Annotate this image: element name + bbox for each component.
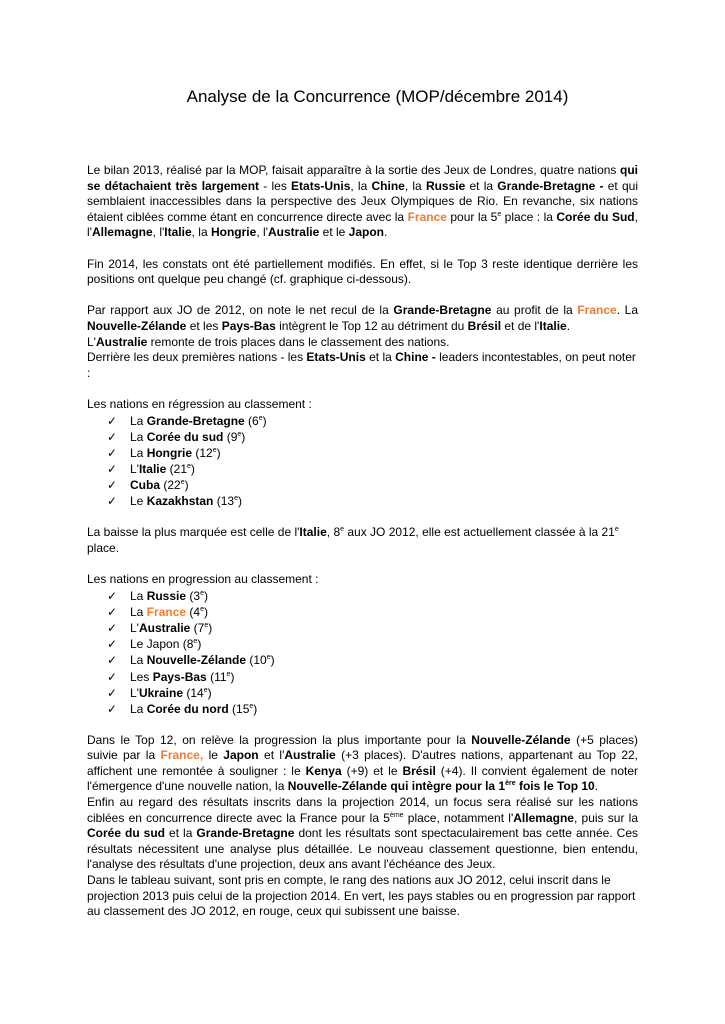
text: L' xyxy=(130,462,139,477)
text: , la xyxy=(191,225,211,240)
superscript: e xyxy=(200,589,204,597)
text: et de l' xyxy=(501,318,540,333)
list-item xyxy=(87,685,638,701)
superscript: e xyxy=(266,654,271,662)
nation-name: Italie xyxy=(539,318,567,333)
text: L' xyxy=(130,620,139,635)
text: . xyxy=(566,318,571,333)
list-item xyxy=(87,604,638,620)
text: Dans le Top 12, on relève la progression la plus importante pour la xyxy=(87,732,472,747)
nation-name: Australie xyxy=(267,225,320,240)
list-item xyxy=(87,636,638,652)
superscript: e xyxy=(249,702,254,710)
check-mark-icon: ✓ xyxy=(107,445,118,460)
text: place. xyxy=(87,540,120,555)
paragraph-tableau-suivant: Dans le tableau suivant, sont pris en compte, le rang des nations aux JO 2012, celui inscrit dans le projection 2013 puis celui de la projection 2014. En vert, les pays stables ou en progression par rapport au classement des JO 2012, en rouge, ceux qui subissent une baisse. xyxy=(87,873,636,919)
text: La xyxy=(130,429,147,444)
text: (+4). Il convient également de noter l'émergence d'une nouvelle nation, la xyxy=(87,763,638,794)
bold-text: fois le Top 10 xyxy=(515,779,595,794)
check-mark-icon: ✓ xyxy=(107,653,118,668)
check-mark-icon: ✓ xyxy=(107,494,118,509)
list-item xyxy=(87,477,638,493)
nation-name: Japon xyxy=(223,748,259,763)
text: , la xyxy=(404,178,426,193)
nation-name: Pays-Bas xyxy=(221,318,276,333)
text: (+9) et le xyxy=(341,763,403,778)
nation-name: Grande-Bretagne xyxy=(196,826,295,841)
text: ) xyxy=(237,494,242,509)
nation-name: Italie xyxy=(164,225,192,240)
superscript: e xyxy=(212,446,217,454)
text: ) xyxy=(241,429,246,444)
check-mark-icon: ✓ xyxy=(107,413,118,428)
text: ) xyxy=(262,413,267,428)
progression-list xyxy=(87,588,638,718)
nation-name: Australie xyxy=(284,748,336,763)
text: ) xyxy=(203,604,208,619)
text: et les xyxy=(186,318,222,333)
document-body xyxy=(87,163,638,920)
text: , puis sur la xyxy=(573,810,639,825)
text: (7 xyxy=(190,620,205,635)
list-item xyxy=(87,652,638,668)
text: (10 xyxy=(246,653,267,668)
text: L' xyxy=(87,334,96,349)
text: ) xyxy=(270,653,275,668)
text: Les xyxy=(130,669,153,684)
text: , 8 xyxy=(326,525,341,540)
nation-name: Etats-Unis xyxy=(306,350,366,365)
text: ) xyxy=(203,588,208,603)
text: ) xyxy=(207,685,212,700)
text: Derrière les deux premières nations - les xyxy=(87,350,307,365)
text: La xyxy=(130,653,147,668)
list-item xyxy=(87,413,638,429)
text: (9 xyxy=(223,429,238,444)
text: Par rapport aux JO de 2012, on note le net recul de la xyxy=(87,303,394,318)
superscript: e xyxy=(497,210,502,218)
list-item xyxy=(87,445,638,461)
text: , l' xyxy=(256,225,268,240)
text: La xyxy=(130,445,147,460)
text: aux JO 2012, elle est actuellement classée à la 21 xyxy=(344,525,615,540)
text: place : la xyxy=(501,209,557,224)
check-mark-icon: ✓ xyxy=(107,701,118,716)
nation-name: Australie xyxy=(138,620,191,635)
text: La xyxy=(130,701,147,716)
superscript: e xyxy=(237,430,242,438)
nation-name: Chine - xyxy=(395,350,436,365)
check-mark-icon: ✓ xyxy=(107,620,118,635)
france-highlight: France xyxy=(146,604,187,619)
paragraph-focus-projection xyxy=(87,795,638,873)
paragraph-leaders xyxy=(87,350,638,381)
nation-name: Kazakhstan xyxy=(146,494,214,509)
text: (13 xyxy=(213,494,235,509)
text: ) xyxy=(216,445,221,460)
text: (22 xyxy=(160,478,181,493)
nation-name: Grande-Bretagne xyxy=(393,303,492,318)
check-mark-icon: ✓ xyxy=(107,462,118,477)
superscript: e xyxy=(258,414,263,422)
nation-name: Etats-Unis xyxy=(291,178,351,193)
progression-heading: Les nations en progression au classement : xyxy=(87,572,319,586)
nation-name: Nouvelle-Zélande xyxy=(471,732,571,747)
text: ) xyxy=(184,478,189,493)
check-mark-icon: ✓ xyxy=(107,478,118,493)
superscript: e xyxy=(234,495,238,503)
nation-name: Russie xyxy=(425,178,466,193)
nation-name: Cuba xyxy=(130,478,160,493)
regression-list xyxy=(87,413,638,510)
check-mark-icon: ✓ xyxy=(107,637,118,652)
superscript: ère xyxy=(505,780,516,788)
text: (+3 places). D'autres nations, appartenant au Top 22, affichent une remontée à souligner : le xyxy=(87,748,639,778)
nation-name: Australie xyxy=(95,334,148,349)
text: et l' xyxy=(258,748,285,763)
france-highlight: France, xyxy=(160,748,204,763)
text: Le xyxy=(130,494,147,509)
text: intègrent le Top 12 au détriment du xyxy=(275,318,468,333)
nation-name: Italie xyxy=(299,525,327,540)
text: et la xyxy=(465,178,498,193)
text: L' xyxy=(130,685,139,700)
superscript: e xyxy=(614,526,619,534)
text: . xyxy=(384,225,388,240)
text: (8 xyxy=(179,637,194,652)
text: et la xyxy=(165,826,197,841)
text: au profit de la xyxy=(491,303,578,318)
check-mark-icon: ✓ xyxy=(107,604,118,619)
text: ) xyxy=(230,669,235,684)
text: - les xyxy=(259,178,292,193)
superscript: ème xyxy=(389,811,404,819)
paragraph-bilan-2013 xyxy=(87,163,638,241)
bold-text: Nouvelle-Zélande qui intègre pour la 1 xyxy=(287,779,506,794)
paragraph-australie xyxy=(87,335,638,351)
text: ) xyxy=(190,462,195,477)
text: ) xyxy=(197,637,202,652)
superscript: e xyxy=(204,621,209,629)
text: La xyxy=(130,588,147,603)
text: et le xyxy=(319,225,349,240)
nation-name: Pays-Bas xyxy=(152,669,207,684)
list-item xyxy=(87,620,638,636)
text: remonte de trois places dans le classement des nations. xyxy=(147,334,450,349)
list-item xyxy=(87,461,638,477)
superscript: e xyxy=(200,605,204,613)
text: et la xyxy=(365,350,396,365)
text: , la xyxy=(350,178,372,193)
superscript: e xyxy=(193,638,198,646)
superscript: e xyxy=(180,479,185,487)
text: le xyxy=(203,748,224,763)
text: (12 xyxy=(192,445,213,460)
nation-name: Allemagne xyxy=(91,225,153,240)
nation-name: Hongrie xyxy=(210,225,257,240)
text: (3 xyxy=(186,588,201,603)
page-title: Analyse de la Concurrence (MOP/décembre 2014) xyxy=(186,87,569,106)
nation-name: Grande-Bretagne xyxy=(146,413,245,428)
text: ) xyxy=(208,620,213,635)
text: (14 xyxy=(183,685,204,700)
list-item xyxy=(87,588,638,604)
text: (4 xyxy=(186,604,201,619)
text: La xyxy=(130,413,147,428)
superscript: e xyxy=(187,463,191,471)
list-item xyxy=(87,493,638,509)
text: (+5 places) suivie par la xyxy=(87,732,638,763)
france-highlight: France xyxy=(407,209,447,224)
check-mark-icon: ✓ xyxy=(107,429,118,444)
text: . La xyxy=(616,303,639,318)
nation-name: Nouvelle-Zélande xyxy=(146,653,247,668)
nation-name: Hongrie xyxy=(146,445,193,460)
france-highlight: France xyxy=(577,303,617,318)
nation-name: Corée du sud xyxy=(87,826,166,841)
superscript: e xyxy=(226,670,231,678)
text: (15 xyxy=(228,701,250,716)
nation-name: Kenya xyxy=(305,763,342,778)
text: La xyxy=(130,604,147,619)
text: , l' xyxy=(152,225,165,240)
text: Enfin au regard des résultats inscrits dans la projection 2014, un focus sera réalisé sur les nations ciblées en concurrence directe avec la France pour la 5 xyxy=(87,795,638,825)
nation-name: Allemagne xyxy=(513,810,574,825)
nation-name: Nouvelle-Zélande xyxy=(87,318,187,333)
bold-text: qui se détachaient très largement xyxy=(87,163,638,193)
text: pour la 5 xyxy=(446,209,498,224)
text: ) xyxy=(253,701,258,716)
nation-name: Corée du sud xyxy=(146,429,224,444)
nation-name: Italie xyxy=(138,462,167,477)
text: Le Japon xyxy=(130,637,180,652)
check-mark-icon: ✓ xyxy=(107,588,118,603)
text: Le bilan 2013, réalisé par la MOP, faisait apparaître à la sortie des Jeux de Londres, quatre nations xyxy=(87,163,620,177)
nation-name: Brésil xyxy=(402,763,436,778)
text: (6 xyxy=(244,413,259,428)
text: (21 xyxy=(166,462,188,477)
list-item xyxy=(87,669,638,685)
text: dont les résultats sont spectaculairement bas cette année. Ces résultats nécessitent une analyse plus détaillée. Le nouveau classement questionne, bien entendu, l'analyse des résultats d'une projection, deux ans avant l'échéance des Jeux. xyxy=(87,826,638,872)
superscript: e xyxy=(203,686,208,694)
text: . xyxy=(594,779,599,794)
superscript: e xyxy=(340,526,345,534)
text: (11 xyxy=(206,669,227,684)
text: leaders incontestables, on peut noter : xyxy=(87,350,636,380)
nation-name: Brésil xyxy=(467,318,502,333)
paragraph-top12 xyxy=(87,733,638,795)
check-mark-icon: ✓ xyxy=(107,669,118,684)
nation-name: Corée du nord xyxy=(146,701,229,716)
check-mark-icon: ✓ xyxy=(107,685,118,700)
paragraph-rapport-jo-2012 xyxy=(87,303,638,334)
paragraph-baisse-italie xyxy=(87,525,638,556)
nation-name: Corée du Sud xyxy=(556,209,635,224)
regression-heading: Les nations en régression au classement : xyxy=(87,396,312,411)
nation-name: Chine xyxy=(371,178,405,193)
text: et qui semblaient inaccessibles dans la perspective des Jeux Olympiques de Rio. En revanche, six nations étaient ciblées comme étant en concurrence directe avec la xyxy=(87,178,638,224)
list-item xyxy=(87,701,638,717)
nation-name: Russie xyxy=(146,588,187,603)
paragraph-fin-2014: Fin 2014, les constats ont été partiellement modifiés. En effet, si le Top 3 reste identique derrière les positions ont quelque peu changé (cf. graphique ci-dessous). xyxy=(87,256,638,287)
list-item xyxy=(87,429,638,445)
nation-name: Grande-Bretagne - xyxy=(497,178,604,193)
nation-name: Ukraine xyxy=(138,685,183,700)
text: La baisse la plus marquée est celle de l' xyxy=(87,525,300,540)
text: place, notamment l' xyxy=(403,810,514,825)
nation-name: Japon xyxy=(348,225,385,240)
text: , l' xyxy=(87,209,638,240)
